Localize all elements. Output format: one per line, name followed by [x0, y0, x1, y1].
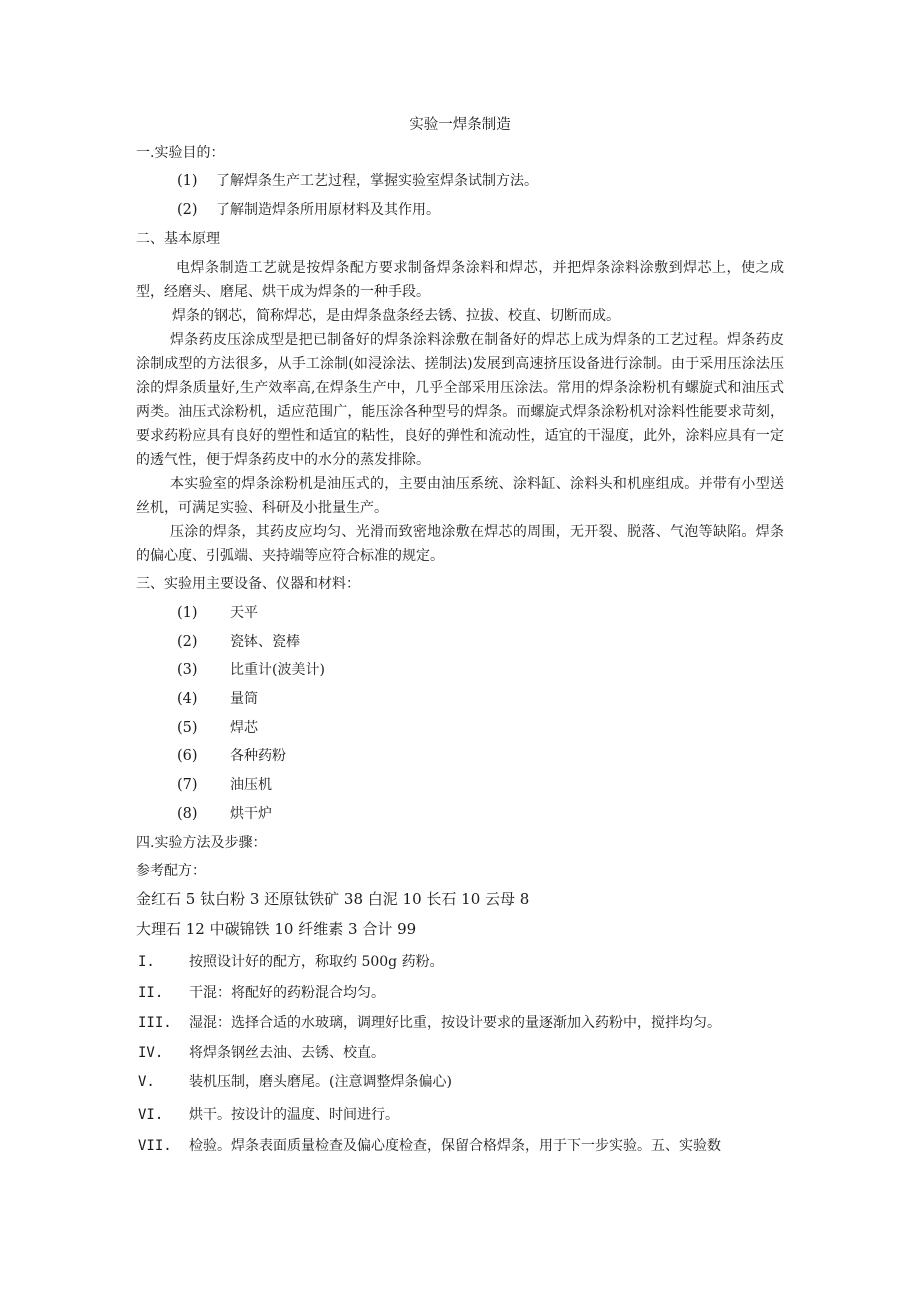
list-item-text: 天平: [230, 605, 258, 621]
list-item-number: (2): [177, 202, 198, 218]
paragraph: 本实验室的焊条涂粉机是油压式的，主要由油压系统、涂料缸、涂料头和机座组成。并带有小型送丝机，可满足实验、科研及小批量生产。: [136, 476, 784, 516]
list-item-text: 了解焊条生产工艺过程，掌握实验室焊条试制方法。: [216, 173, 538, 189]
step-number: III.: [138, 1015, 172, 1031]
paragraph: 压涂的焊条，其药皮应均匀、光滑而致密地涂敷在焊芯的周围，无开裂、脱落、气泡等缺陷。焊条的偏心度、引弧端、夹持端等应符合标准的规定。: [136, 524, 784, 564]
list-item-text: 瓷钵、瓷棒: [230, 634, 300, 650]
list-item-number: (2): [177, 634, 198, 650]
step-text: 湿混：选择合适的水玻璃，调理好比重，按设计要求的量逐渐加入药粉中，搅拌均匀。: [189, 1015, 721, 1031]
list-item-text: 比重计(波美计): [230, 662, 325, 678]
list-item-number: (3): [177, 662, 198, 678]
step-number: II.: [138, 985, 164, 1001]
section-2-heading: 二、基本原理: [136, 231, 220, 247]
step-text: 烘干。按设计的温度、时间进行。: [189, 1107, 399, 1123]
list-item-number: (1): [177, 605, 198, 621]
step-text: 按照设计好的配方，称取约 500g 药粉。: [189, 954, 444, 970]
step-number: VI.: [138, 1107, 164, 1123]
step-text: 将焊条钢丝去油、去锈、校直。: [189, 1045, 385, 1061]
list-item-number: (7): [177, 777, 198, 793]
list-item-number: (8): [177, 806, 198, 822]
paragraph: 焊条药皮压涂成型是把已制备好的焊条涂料涂敷在制备好的焊芯上成为焊条的工艺过程。焊条药皮涂制成型的方法很多，从手工涂制(如浸涂法、搓制法)发展到高速挤压设备进行涂制。由于采用压涂法压涂的焊条质量好,生产效率高,在焊条生产中，几乎全部采用压涂法。常用的焊条涂粉机有螺旋式和油压式两类。油压式涂粉机，适应范围广，能压涂各种型号的焊条。而螺旋式焊条涂粉机对涂料性能要求苛刻，要求药粉应具有良好的塑性和适宜的粘性，良好的弹性和流动性，适宜的干湿度，此外，涂料应具有一定的透气性，便于焊条药皮中的水分的蒸发排除。: [136, 332, 784, 468]
step-number: VII.: [138, 1138, 172, 1154]
list-item-text: 各种药粉: [230, 748, 286, 764]
formula-line: 金红石 5 钛白粉 3 还原钛铁矿 38 白泥 10 长石 10 云母 8: [136, 890, 530, 908]
document-title: 实验一焊条制造: [409, 117, 511, 133]
step-number: IV.: [138, 1045, 164, 1061]
step-number: V.: [138, 1074, 155, 1090]
list-item-text: 焊芯: [230, 720, 258, 736]
step-text: 检验。焊条表面质量检查及偏心度检查，保留合格焊条，用于下一步实验。五、实验数: [189, 1138, 721, 1154]
step-number: I.: [138, 954, 155, 970]
list-item-number: (5): [177, 720, 198, 736]
list-item-number: (4): [177, 691, 198, 707]
step-text: 干混：将配好的药粉混合均匀。: [189, 985, 385, 1001]
section-4-heading: 四.实验方法及步骤：: [136, 835, 267, 851]
section-3-heading: 三、实验用主要设备、仪器和材料：: [136, 576, 360, 592]
list-item-number: (1): [177, 173, 198, 189]
section-1-heading: 一.实验目的：: [136, 145, 225, 161]
reference-formula-label: 参考配方：: [136, 863, 206, 879]
paragraph: 电焊条制造工艺就是按焊条配方要求制备焊条涂料和焊芯，并把焊条涂料涂敷到焊芯上，使之成型，经磨头、磨尾、烘干成为焊条的一种手段。: [136, 260, 784, 300]
list-item-text: 油压机: [230, 777, 272, 793]
list-item-text: 烘干炉: [230, 806, 272, 822]
list-item-number: (6): [177, 748, 198, 764]
paragraph: 焊条的钢芯，简称焊芯，是由焊条盘条经去锈、拉拔、校直、切断而成。: [172, 308, 620, 324]
formula-line: 大理石 12 中碳锦铁 10 纤维素 3 合计 99: [136, 920, 417, 938]
step-text: 装机压制，磨头磨尾。(注意调整焊条偏心): [189, 1074, 452, 1090]
list-item-text: 了解制造焊条所用原材料及其作用。: [216, 202, 440, 218]
list-item-text: 量筒: [230, 691, 258, 707]
